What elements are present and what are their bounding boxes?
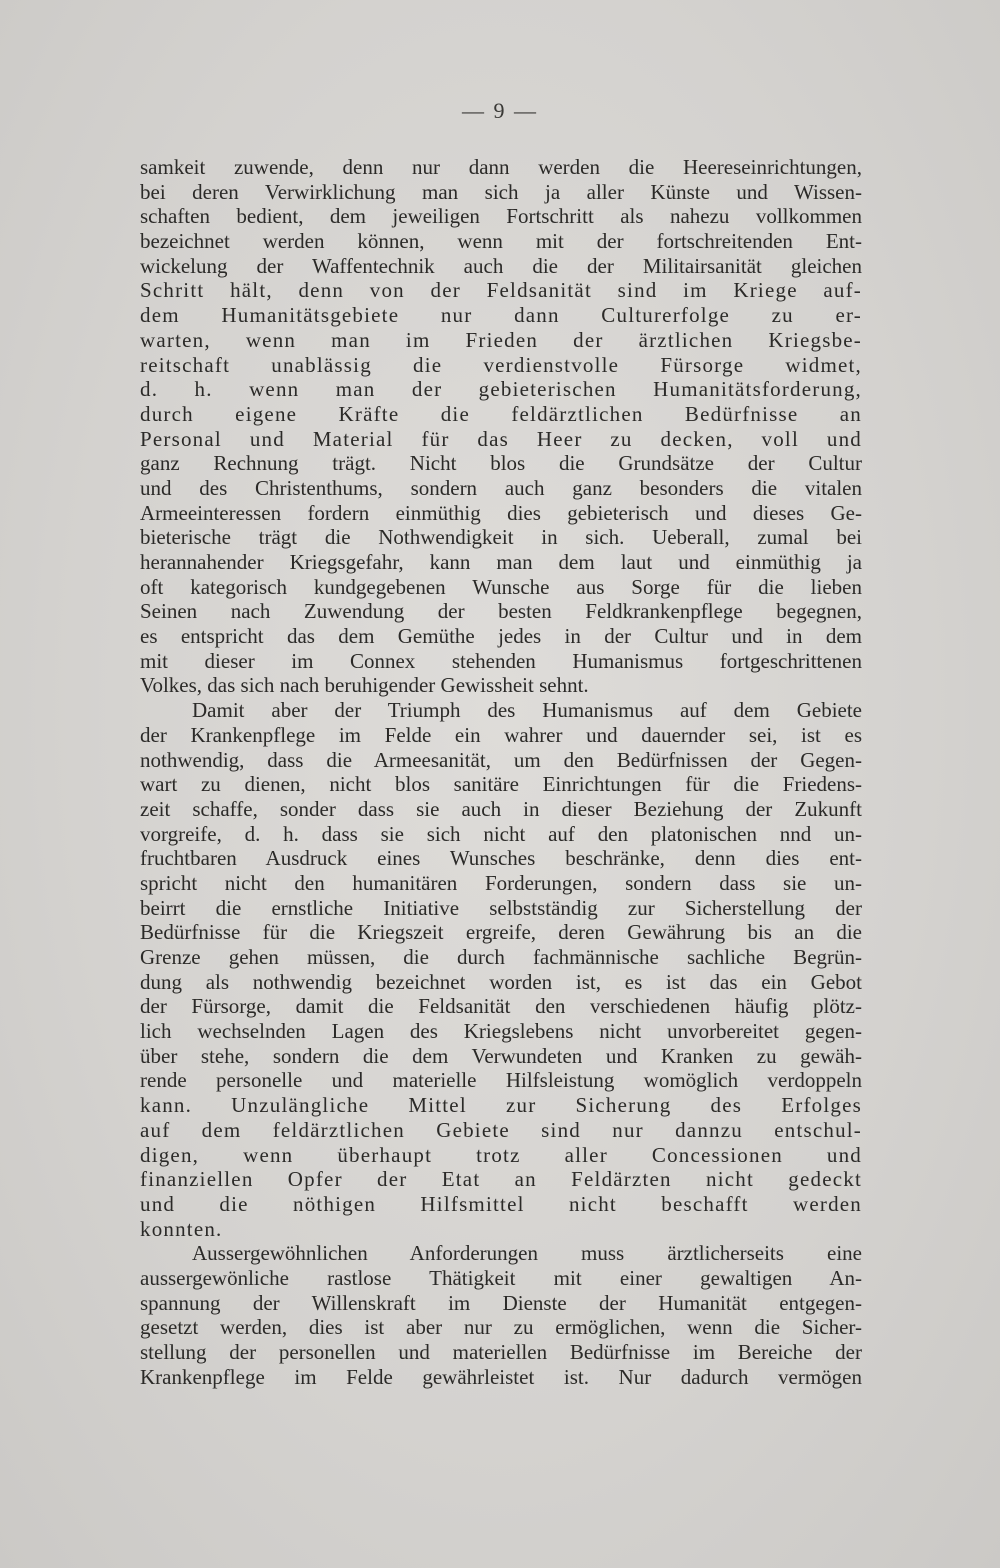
text-line: nothwendig, dass die Armeesanität, um den Bedürfnissen der Gegen- (140, 747, 862, 772)
text-line: auf dem feldärztlichen Gebiete sind nur dannzu entschul- (140, 1117, 862, 1142)
text-line: herannahender Kriegsgefahr, kann man dem laut und einmüthig ja (140, 550, 862, 574)
text-line: gesetzt werden, dies ist aber nur zu ermöglichen, wenn die Sicher- (140, 1315, 862, 1340)
text-line: Armeeinteressen fordern einmüthig dies gebieterisch und dieses Ge- (140, 500, 862, 525)
text-line: über stehe, sondern die dem Verwundeten und Kranken zu gewäh- (140, 1043, 862, 1068)
text-line: bezeichnet werden können, wenn mit der fortschreitenden Ent- (140, 229, 862, 254)
text-line: stellung der personellen und materiellen Bedürfnisse im Bereiche der (140, 1340, 862, 1364)
text-line: konnten. (140, 1216, 223, 1241)
text-line: und die nöthigen Hilfsmittel nicht beschafft werden (140, 1191, 862, 1216)
page-number: — 9 — (462, 98, 538, 123)
text-line: Grenze gehen müssen, die durch fachmännische sachliche Begrün- (140, 945, 862, 969)
text-line: Bedürfnisse für die Kriegszeit ergreife, deren Gewährung bis an die (140, 920, 862, 945)
text-line: digen, wenn überhaupt trotz aller Concessionen und (140, 1142, 862, 1167)
text-line: kann. Unzulängliche Mittel zur Sicherung des Erfolges (140, 1093, 862, 1118)
text-line: wart zu dienen, nicht blos sanitäre Einrichtungen für die Friedens- (140, 772, 862, 797)
text-line: warten, wenn man im Frieden der ärztlichen Kriegsbe- (140, 327, 862, 352)
text-line: rende personelle und materielle Hilfsleistung womöglich verdoppeln (140, 1068, 862, 1093)
text-line: mit dieser im Connex stehenden Humanismus fortgeschrittenen (140, 648, 862, 673)
text-line: und des Christenthums, sondern auch ganz besonders die vitalen (140, 475, 862, 500)
text-line: Damit aber der Triumph des Humanismus auf dem Gebiete (192, 698, 862, 723)
text-line: Aussergewöhnlichen Anforderungen muss ärztlicherseits eine (192, 1241, 862, 1266)
text-line: finanziellen Opfer der Etat an Feldärzten nicht gedeckt (140, 1167, 862, 1192)
text-line: Personal und Material für das Heer zu decken, voll und (140, 426, 862, 451)
text-line: oft kategorisch kundgegebenen Wunsche aus Sorge für die lieben (140, 574, 862, 599)
text-line: Volkes, das sich nach beruhigender Gewissheit sehnt. (140, 673, 589, 698)
text-line: zeit schaffe, sonder dass sie auch in dieser Beziehung der Zukunft (140, 796, 862, 821)
text-line: reitschaft unablässig die verdienstvolle Fürsorge widmet, (140, 352, 862, 377)
text-line: dung als nothwendig bezeichnet worden ist, es ist das ein Gebot (140, 969, 862, 994)
text-line: der Fürsorge, damit die Feldsanität den verschiedenen häufig plötz- (140, 994, 862, 1019)
text-line: bieterische trägt die Nothwendigkeit in sich. Ueberall, zumal bei (140, 525, 862, 550)
text-line: vorgreife, d. h. dass sie sich nicht auf den platonischen nnd un- (140, 821, 862, 846)
text-line: Seinen nach Zuwendung der besten Feldkrankenpflege begegnen, (140, 599, 862, 624)
text-line: dem Humanitätsgebiete nur dann Culturerfolge zu er- (140, 303, 862, 328)
text-line: d. h. wenn man der gebieterischen Humanitätsforderung, (140, 377, 862, 402)
text-line: es entspricht das dem Gemüthe jedes in der Cultur und in dem (140, 624, 862, 649)
text-line: lich wechselnden Lagen des Kriegslebens nicht unvorbereitet gegen- (140, 1019, 862, 1044)
body-text (140, 155, 862, 1389)
text-line: beirrt die ernstliche Initiative selbstständig zur Sicherstellung der (140, 895, 862, 920)
text-line: Krankenpflege im Felde gewährleistet ist. Nur dadurch vermögen (140, 1364, 862, 1389)
text-line: spannung der Willenskraft im Dienste der Humanität entgegen- (140, 1290, 862, 1315)
text-line: der Krankenpflege im Felde ein wahrer und dauernder sei, ist es (140, 722, 862, 747)
text-line: bei deren Verwirklichung man sich ja aller Künste und Wissen- (140, 179, 862, 204)
text-line: spricht nicht den humanitären Forderungen, sondern dass sie un- (140, 870, 862, 895)
text-line: samkeit zuwende, denn nur dann werden die Heereseinrichtungen, (140, 155, 862, 179)
text-line: ganz Rechnung trägt. Nicht blos die Grundsätze der Cultur (140, 451, 862, 476)
text-line: schaften bedient, dem jeweiligen Fortschritt als nahezu vollkommen (140, 204, 862, 229)
text-line: fruchtbaren Ausdruck eines Wunsches beschränke, denn dies ent- (140, 846, 862, 871)
text-line: wickelung der Waffentechnik auch die der Militairsanität gleichen (140, 253, 862, 278)
text-line: aussergewönliche rastlose Thätigkeit mit einer gewaltigen An- (140, 1265, 862, 1290)
text-line: durch eigene Kräfte die feldärztlichen Bedürfnisse an (140, 401, 862, 426)
text-line: Schritt hält, denn von der Feldsanität sind im Kriege auf- (140, 278, 862, 303)
